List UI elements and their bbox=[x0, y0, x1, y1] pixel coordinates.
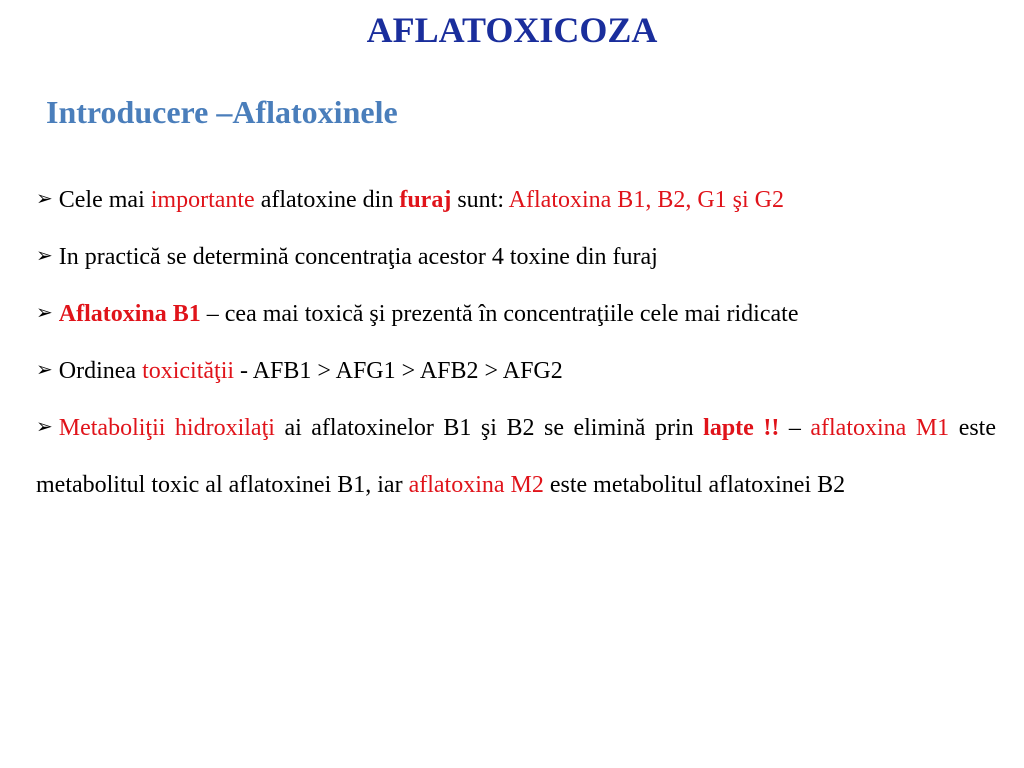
highlight-text: Metaboliţii hidroxilaţi bbox=[58, 415, 275, 441]
arrow-bullet-icon: ➢ bbox=[36, 357, 53, 381]
bullet-item-main-aflatoxins bbox=[36, 172, 996, 229]
highlight-bold-text: furaj bbox=[399, 187, 452, 213]
bullet-text: sunt: bbox=[451, 187, 509, 213]
slide-subtitle: Introducere –Aflatoxinele bbox=[46, 94, 398, 130]
bullet-text: aflatoxine din bbox=[254, 187, 400, 213]
arrow-bullet-icon: ➢ bbox=[36, 414, 53, 438]
arrow-bullet-icon: ➢ bbox=[36, 186, 53, 210]
highlight-text: toxicităţii bbox=[142, 358, 235, 384]
arrow-bullet-icon: ➢ bbox=[36, 243, 53, 267]
bullet-text: Cele mai bbox=[58, 187, 151, 213]
highlight-bold-text: lapte !! bbox=[703, 415, 780, 441]
bullet-text: este metabolitul toxic al aflatoxinei B1, iar bbox=[36, 415, 996, 498]
bullet-list bbox=[36, 172, 996, 514]
arrow-bullet-icon: ➢ bbox=[36, 300, 53, 324]
bullet-text: este metabolitul aflatoxinei B2 bbox=[543, 472, 846, 498]
bullet-item-aflatoxin-b1 bbox=[36, 286, 996, 343]
bullet-text: In practică se determină concentraţia acestor 4 toxine din furaj bbox=[58, 244, 658, 270]
highlight-text: Aflatoxina B1, B2, G1 şi G2 bbox=[508, 187, 784, 213]
bullet-text: – cea mai toxică şi prezentă în concentraţiile cele mai ridicate bbox=[200, 301, 799, 327]
bullet-text: ai aflatoxinelor B1 şi B2 se elimină prin bbox=[274, 415, 704, 441]
highlight-text: importante bbox=[150, 187, 255, 213]
bullet-text: – bbox=[779, 415, 811, 441]
highlight-text: aflatoxina M1 bbox=[810, 415, 950, 441]
highlight-text: aflatoxina M2 bbox=[408, 472, 544, 498]
highlight-bold-text: Aflatoxina B1 bbox=[58, 301, 201, 327]
bullet-text: Ordinea bbox=[58, 358, 143, 384]
slide-title: AFLATOXICOZA bbox=[366, 10, 658, 50]
bullet-text: - AFB1 > AFG1 > AFB2 > AFG2 bbox=[234, 358, 563, 384]
bullet-item-toxicity-order bbox=[36, 343, 996, 400]
bullet-item-metabolites bbox=[36, 400, 996, 514]
bullet-item-practice bbox=[36, 229, 996, 286]
